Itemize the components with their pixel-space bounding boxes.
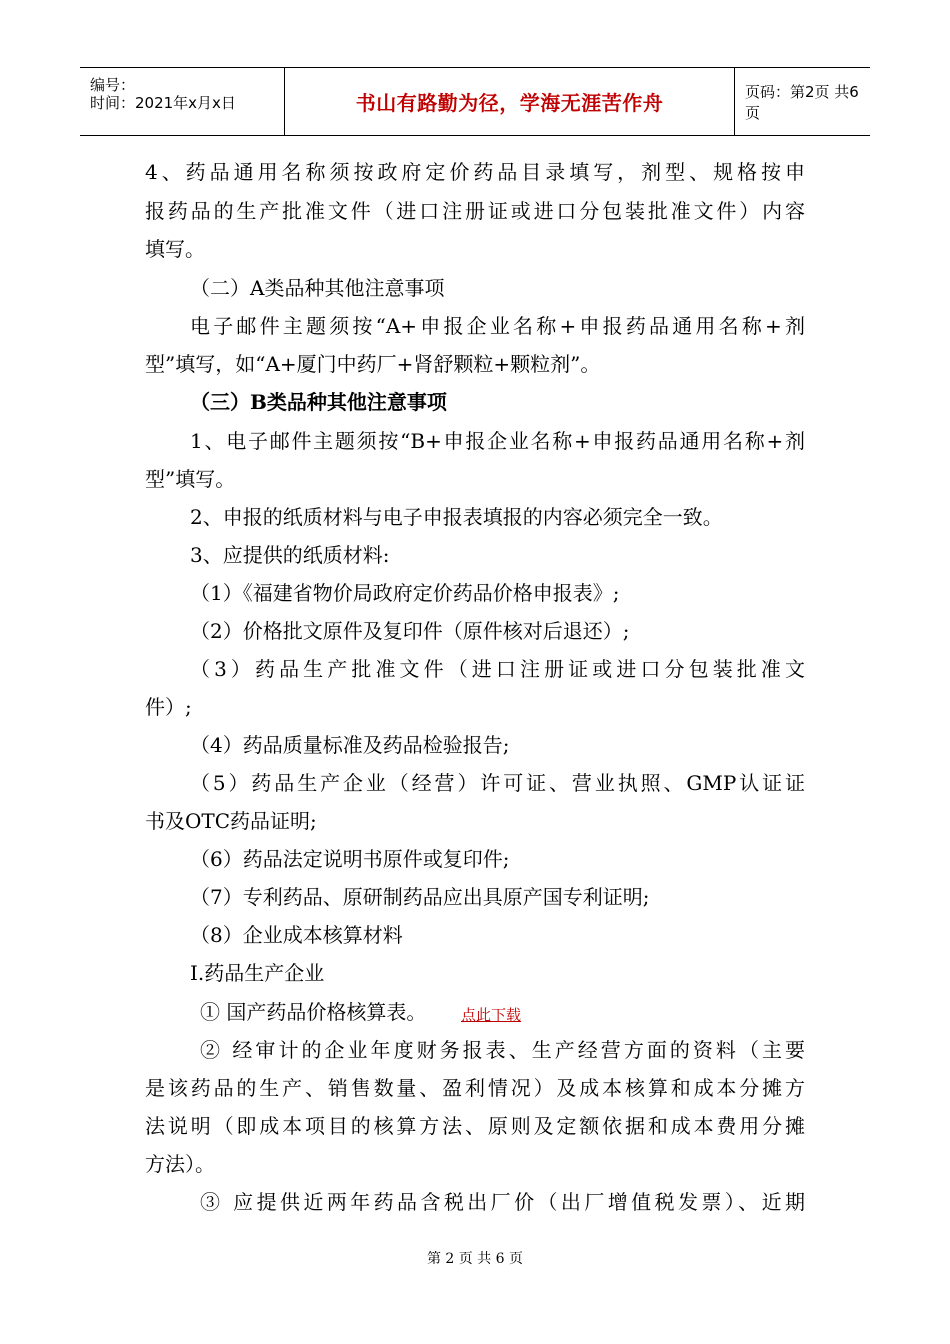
- document-number-label: 编号：: [90, 76, 136, 94]
- body-line: 3、应提供的纸质材料:: [190, 543, 390, 567]
- body-line: 方法）。: [145, 1152, 215, 1176]
- body-line: 型”填写，如“A+厦门中药厂+肾舒颗粒+颗粒剂”。: [145, 352, 601, 376]
- list-item-continued: 件）;: [145, 695, 192, 719]
- body-line: 4、药品通用名称须按政府定价药品目录填写，剂型、规格按申: [145, 160, 805, 184]
- list-item: （2）价格批文原件及复印件（原件核对后退还）;: [190, 619, 630, 643]
- body-line: 2、申报的纸质材料与电子申报表填报的内容必须完全一致。: [190, 505, 723, 529]
- page-header-table: [80, 67, 870, 136]
- section-heading-b: （三）B类品种其他注意事项: [190, 390, 447, 414]
- list-item: （1）《福建省物价局政府定价药品价格申报表》;: [190, 581, 620, 605]
- header-right-cell: [735, 68, 870, 135]
- body-line: 填写。: [145, 237, 205, 261]
- body-line: 1、电子邮件主题须按“B+申报企业名称+申报药品通用名称+剂: [190, 429, 805, 453]
- body-line: 电子邮件主题须按“A+申报企业名称+申报药品通用名称+剂: [190, 314, 805, 338]
- list-item: （4）药品质量标准及药品检验报告;: [190, 733, 510, 757]
- body-line: 法说明（即成本项目的核算方法、原则及定额依据和成本费用分摊: [145, 1114, 805, 1138]
- list-item: （6）药品法定说明书原件或复印件;: [190, 847, 510, 871]
- download-link[interactable]: 点此下载: [461, 1006, 522, 1024]
- body-line: 是该药品的生产、销售数量、盈利情况）及成本核算和成本分摊方: [145, 1076, 805, 1100]
- header-left-cell: [80, 68, 285, 135]
- header-center-cell: [285, 68, 735, 135]
- list-item-continued: 书及OTC药品证明;: [145, 809, 317, 833]
- list-item: （3）药品生产批准文件（进口注册证或进口分包装批准文: [190, 657, 805, 681]
- sub-item: ② 经审计的企业年度财务报表、生产经营方面的资料（主要: [200, 1038, 805, 1062]
- body-line: 型”填写。: [145, 467, 236, 491]
- header-page-info: 页码：第2页 共6页: [745, 82, 859, 122]
- document-date-label: 时间：2021年x月x日: [90, 94, 236, 112]
- sub-item: ① 国产药品价格核算表。: [200, 1000, 427, 1024]
- sub-item: ③ 应提供近两年药品含税出厂价（出厂增值税发票）、近期: [200, 1190, 805, 1214]
- subsection-heading: I.药品生产企业: [190, 961, 325, 985]
- body-line: 报药品的生产批准文件（进口注册证或进口分包装批准文件）内容: [145, 199, 805, 223]
- page-footer: 第 2 页 共 6 页: [426, 1251, 524, 1267]
- section-heading-a: （二）A类品种其他注意事项: [190, 276, 445, 300]
- header-motto: 书山有路勤为径，学海无涯苦作舟: [355, 91, 664, 115]
- list-item: （5）药品生产企业（经营）许可证、营业执照、GMP认证证: [190, 771, 805, 795]
- list-item: （7）专利药品、原研制药品应出具原产国专利证明;: [190, 885, 650, 909]
- list-item: （8）企业成本核算材料: [190, 923, 403, 947]
